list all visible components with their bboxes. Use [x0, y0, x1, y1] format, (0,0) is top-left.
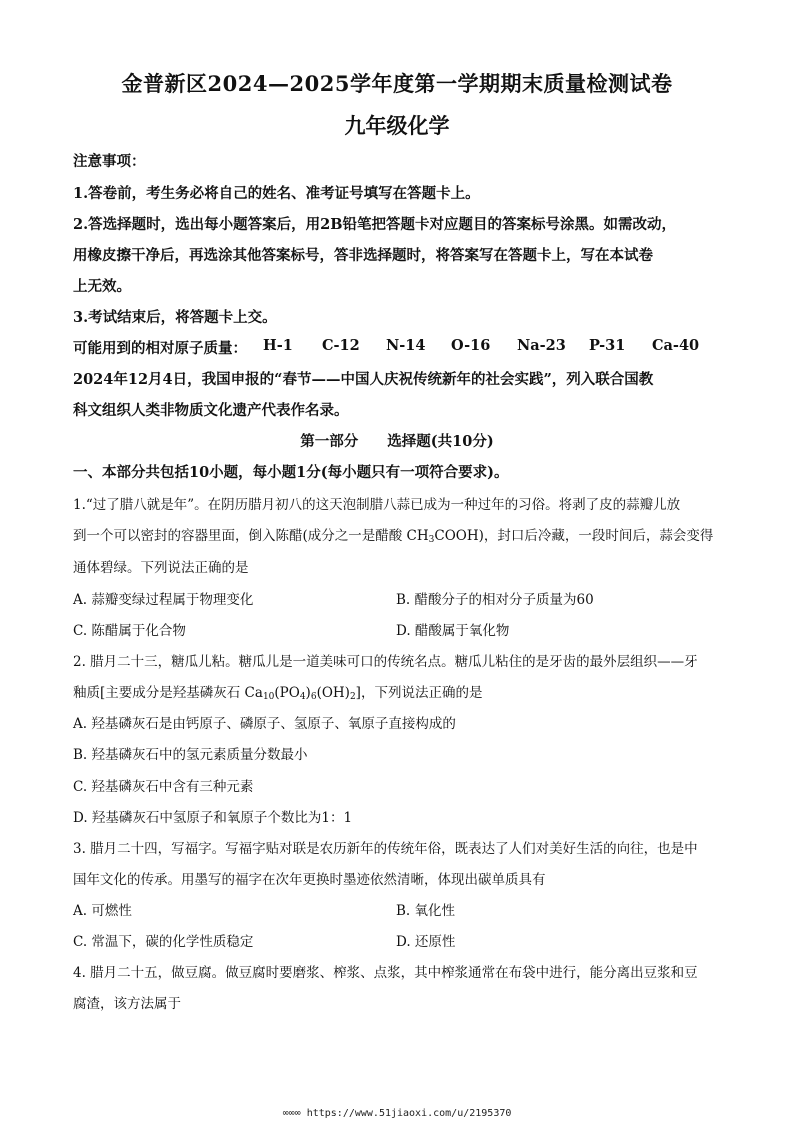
- q2-stem-line-1: 2. 腊月二十三，糖瓜儿粘。糖瓜儿是一道美味可口的传统名点。糖瓜儿粘住的是牙齿的最外层组织——牙: [73, 654, 698, 670]
- q2-option-a[interactable]: A. 羟基磷灰石是由钙原子、磷原子、氢原子、氧原子直接构成的: [73, 716, 456, 732]
- atomic-mass-row: [73, 337, 733, 359]
- atomic-mass-value: Ca-40: [652, 337, 700, 354]
- q1-option-a[interactable]: A. 蒜瓣变绿过程属于物理变化: [73, 592, 254, 608]
- notice-item-1: 1.答卷前，考生务必将自己的姓名、准考证号填写在答题卡上。: [73, 185, 480, 202]
- atomic-mass-value: C-12: [322, 337, 360, 354]
- exam-title: 金普新区2024—2025学年度第一学期期末质量检测试卷: [121, 71, 673, 96]
- q4-stem-line-1: 4. 腊月二十五，做豆腐。做豆腐时要磨浆、榨浆、点浆，其中榨浆通常在布袋中进行，能分离出豆浆和豆: [73, 965, 698, 981]
- intro-line-2: 科文组织人类非物质文化遗产代表作名录。: [73, 402, 349, 419]
- q3-option-a[interactable]: A. 可燃性: [73, 903, 132, 919]
- q1-option-c[interactable]: C. 陈醋属于化合物: [73, 623, 186, 639]
- q2-stem-line-2: 釉质[主要成分是羟基磷灰石 $Ca_{10}(PO_4)_6(OH)_2$]，下列说法正确的是: [73, 685, 483, 701]
- notice-item-2-line-3: 上无效。: [73, 278, 131, 295]
- notice-item-2-line-2: 用橡皮擦干净后，再选涂其他答案标号，答非选择题时，将答案写在答题卡上，写在本试卷: [73, 247, 653, 264]
- q1-stem-line-3: 通体碧绿。下列说法正确的是: [73, 560, 249, 576]
- q1-option-d[interactable]: D. 醋酸属于氧化物: [396, 623, 510, 639]
- q1-stem-line-1: 1.“过了腊八就是年”。在阴历腊月初八的这天泡制腊八蒜已成为一种过年的习俗。将剥了皮的蒜瓣儿放: [73, 497, 681, 513]
- atomic-mass-value: P-31: [589, 337, 626, 354]
- q2-option-c[interactable]: C. 羟基磷灰石中含有三种元素: [73, 779, 254, 795]
- intro-line-1: 2024年12月4日，我国申报的“春节——中国人庆祝传统新年的社会实践”，列入联合国教: [73, 371, 654, 388]
- atomic-mass-value: N-14: [386, 337, 426, 354]
- notice-item-3: 3.考试结束后，将答题卡上交。: [73, 309, 277, 326]
- section-instruction: 一、本部分共包括10小题，每小题1分(每小题只有一项符合要求)。: [73, 464, 509, 481]
- q3-option-d[interactable]: D. 还原性: [396, 934, 456, 950]
- q1-stem-line-2: 到一个可以密封的容器里面，倒入陈醋(成分之一是醋酸 $CH_3COOH$)，封口后冷藏，一段时间后，蒜会变得: [73, 528, 714, 544]
- notice-item-2-line-1: 2.答选择题时，选出每小题答案后，用2B铅笔把答题卡对应题目的答案标号涂黑。如需改动，: [73, 216, 676, 233]
- part-title: 第一部分 选择题(共10分): [300, 433, 494, 450]
- q3-stem-line-2: 国年文化的传承。用墨写的福字在次年更换时墨迹依然清晰，体现出碳单质具有: [73, 872, 546, 888]
- notice-heading: 注意事项：: [73, 153, 146, 170]
- atomic-mass-value: O-16: [451, 337, 491, 354]
- q1-option-b[interactable]: B. 醋酸分子的相对分子质量为60: [396, 592, 594, 608]
- atomic-mass-label: 可能用到的相对原子质量：: [73, 340, 247, 357]
- q3-stem-line-1: 3. 腊月二十四，写福字。写福字贴对联是农历新年的传统年俗，既表达了人们对美好生活的向往，也是中: [73, 841, 698, 857]
- atomic-mass-value: Na-23: [517, 337, 566, 354]
- q3-option-c[interactable]: C. 常温下，碳的化学性质稳定: [73, 934, 254, 950]
- q2-option-b[interactable]: B. 羟基磷灰石中的氢元素质量分数最小: [73, 747, 308, 763]
- footer-link[interactable]: ∞∞∞ https://www.51jiaoxi.com/u/2195370: [282, 1108, 512, 1119]
- q3-option-b[interactable]: B. 氧化性: [396, 903, 456, 919]
- exam-subtitle: 九年级化学: [344, 113, 450, 138]
- atomic-mass-value: H-1: [263, 337, 293, 354]
- q4-stem-line-2: 腐渣，该方法属于: [73, 996, 181, 1012]
- q2-option-d[interactable]: D. 羟基磷灰石中氢原子和氧原子个数比为1：1: [73, 810, 353, 826]
